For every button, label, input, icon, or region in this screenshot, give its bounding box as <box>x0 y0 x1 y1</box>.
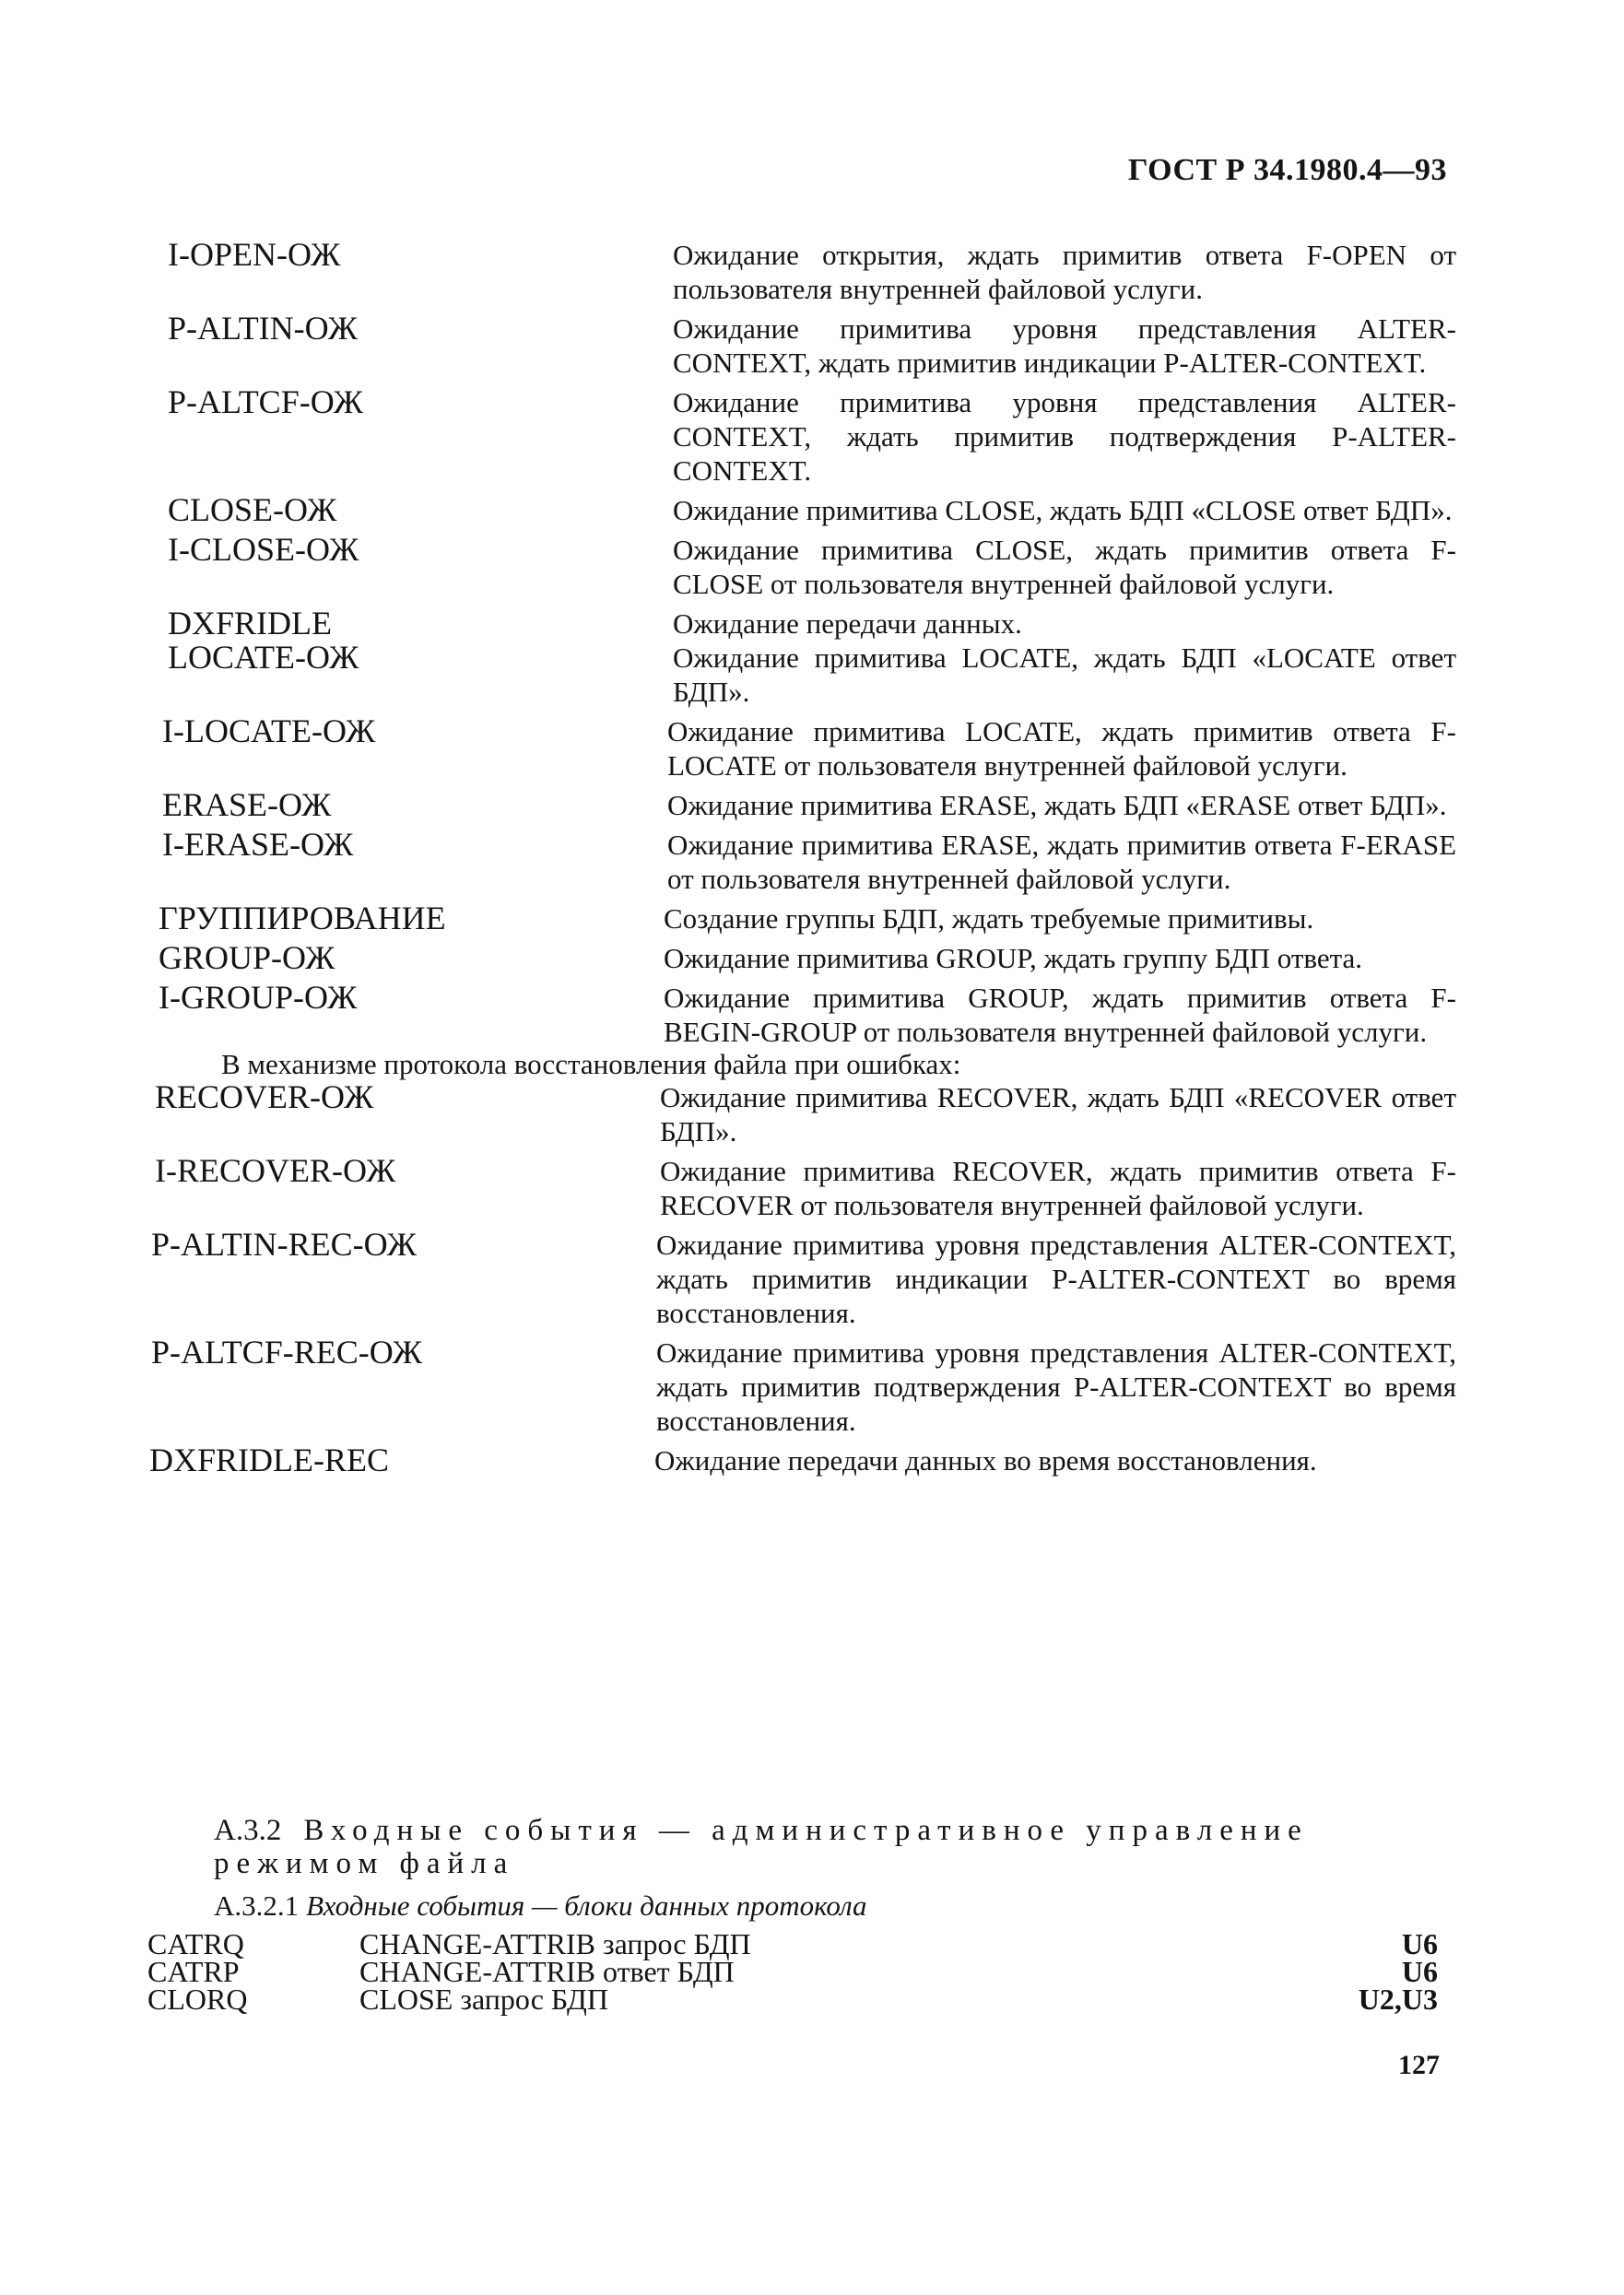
event-code: CATRP <box>147 1955 240 1988</box>
definition-row <box>147 641 1456 709</box>
page-number: 127 <box>1398 2050 1440 2080</box>
definition-text: Ожидание примитива уровня представления ALTER-CONTEXT, ждать примитив индикации P-ALTER-CONTEXT. <box>673 312 1456 379</box>
definition-term: ГРУППИРОВАНИЕ <box>159 900 446 936</box>
event-row <box>147 1983 1438 2016</box>
definition-term: I-ERASE-ОЖ <box>162 826 354 863</box>
definition-row <box>147 238 1456 306</box>
definition-term: P-ALTIN-REC-ОЖ <box>151 1226 418 1263</box>
definition-text: Ожидание примитива уровня представления ALTER-CONTEXT, ждать примитив индикации P-ALTER-CONTEXT во время восстановления. <box>656 1229 1456 1329</box>
subsection-heading <box>214 1889 867 1923</box>
subsection-title: Входные события — блоки данных протокола <box>306 1889 867 1922</box>
definition-row <box>147 1228 1456 1330</box>
definition-term: DXFRIDLE-REC <box>149 1442 389 1478</box>
event-code: CLORQ <box>147 1983 248 2016</box>
definition-term: DXFRIDLE <box>168 605 332 641</box>
definition-row <box>147 385 1456 488</box>
document-header: ГОСТ Р 34.1980.4—93 <box>1127 153 1447 187</box>
definition-row <box>147 606 1456 641</box>
definition-term: RECOVER-ОЖ <box>155 1078 374 1115</box>
definition-row <box>147 493 1456 527</box>
definition-term: GROUP-ОЖ <box>159 939 335 976</box>
state-definitions <box>147 238 1456 1477</box>
definition-term: I-CLOSE-ОЖ <box>168 531 359 568</box>
definition-term: ERASE-ОЖ <box>162 786 332 823</box>
definition-text: Ожидание примитива ERASE, ждать БДП «ERASE ответ БДП». <box>667 789 1447 821</box>
definition-term: LOCATE-ОЖ <box>168 639 359 676</box>
definition-text: Ожидание примитива CLOSE, ждать БДП «CLOSE ответ БДП». <box>673 494 1453 526</box>
event-reference: U2,U3 <box>1358 1983 1438 2016</box>
definition-term: I-GROUP-ОЖ <box>159 979 358 1016</box>
definition-term: I-OPEN-ОЖ <box>168 236 341 273</box>
definition-row <box>147 1443 1456 1477</box>
definition-text: Ожидание примитива GROUP, ждать группу БДП ответа. <box>664 942 1363 974</box>
definition-text: Ожидание примитива RECOVER, ждать БДП «RECOVER ответ БДП». <box>660 1081 1456 1148</box>
definition-term: P-ALTCF-ОЖ <box>168 383 364 420</box>
subsection-number: А.3.2.1 <box>214 1889 300 1922</box>
definition-text: Ожидание примитива ERASE, ждать примитив ответа F-ERASE от пользователя внутренней файловой услуги. <box>667 829 1456 895</box>
definition-term: P-ALTCF-REC-ОЖ <box>151 1334 423 1371</box>
event-description: CHANGE-ATTRIB запрос БДП <box>359 1927 751 1960</box>
definition-row <box>147 901 1456 936</box>
event-row <box>147 1955 1438 1988</box>
definition-term: I-RECOVER-ОЖ <box>155 1152 396 1189</box>
definition-text: Ожидание примитива LOCATE, ждать примитив ответа F-LOCATE от пользователя внутренней файловой услуги. <box>667 715 1456 782</box>
event-description: CLOSE запрос БДП <box>359 1983 608 2016</box>
definition-row <box>147 788 1456 822</box>
definition-row <box>147 1080 1456 1148</box>
event-row <box>147 1927 1438 1960</box>
event-reference: U6 <box>1401 1955 1438 1988</box>
definition-row <box>147 1154 1456 1222</box>
event-reference: U6 <box>1401 1927 1438 1960</box>
section-title: Входные события — административное управление режимом файла <box>214 1814 1309 1880</box>
definition-row <box>147 714 1456 783</box>
event-description: CHANGE-ATTRIB ответ БДП <box>359 1955 735 1988</box>
section-number: А.3.2 <box>214 1814 282 1847</box>
definition-term: I-LOCATE-ОЖ <box>162 712 376 749</box>
definition-row <box>147 941 1456 975</box>
definition-text: Ожидание примитива уровня представления ALTER-CONTEXT, ждать примитив подтверждения P-ALTER-CONTEXT. <box>673 386 1456 487</box>
definition-text: Ожидание примитива LOCATE, ждать БДП «LOCATE ответ БДП». <box>673 641 1456 708</box>
definition-term: P-ALTIN-ОЖ <box>168 310 359 347</box>
event-code: CATRQ <box>147 1927 244 1960</box>
definition-row <box>147 1336 1456 1438</box>
definition-text: Создание группы БДП, ждать требуемые примитивы. <box>664 902 1314 935</box>
definition-text: Ожидание открытия, ждать примитив ответа F-OPEN от пользователя внутренней файловой услуги. <box>673 239 1456 305</box>
definition-row <box>147 981 1456 1049</box>
definition-text: Ожидание передачи данных во время восстановления. <box>654 1444 1317 1477</box>
recovery-intro: В механизме протокола восстановления файла при ошибках: <box>221 1048 961 1080</box>
definition-row <box>147 828 1456 896</box>
definition-text: Ожидание примитива RECOVER, ждать примитив ответа F-RECOVER от пользователя внутренней файловой услуги. <box>660 1155 1456 1221</box>
definition-text: Ожидание примитива CLOSE, ждать примитив ответа F-CLOSE от пользователя внутренней файловой услуги. <box>673 534 1456 600</box>
definition-text: Ожидание примитива уровня представления ALTER-CONTEXT, ждать примитив подтверждения P-ALTER-CONTEXT во время восстановления. <box>656 1336 1456 1437</box>
definition-text: Ожидание передачи данных. <box>673 607 1022 640</box>
definition-row <box>147 312 1456 380</box>
section-heading <box>214 1814 1440 1880</box>
event-list <box>147 1927 1438 2016</box>
definition-term: CLOSE-ОЖ <box>168 491 337 528</box>
definition-text: Ожидание примитива GROUP, ждать примитив ответа F-BEGIN-GROUP от пользователя внутренней файловой услуги. <box>664 982 1456 1048</box>
definition-row <box>147 533 1456 601</box>
